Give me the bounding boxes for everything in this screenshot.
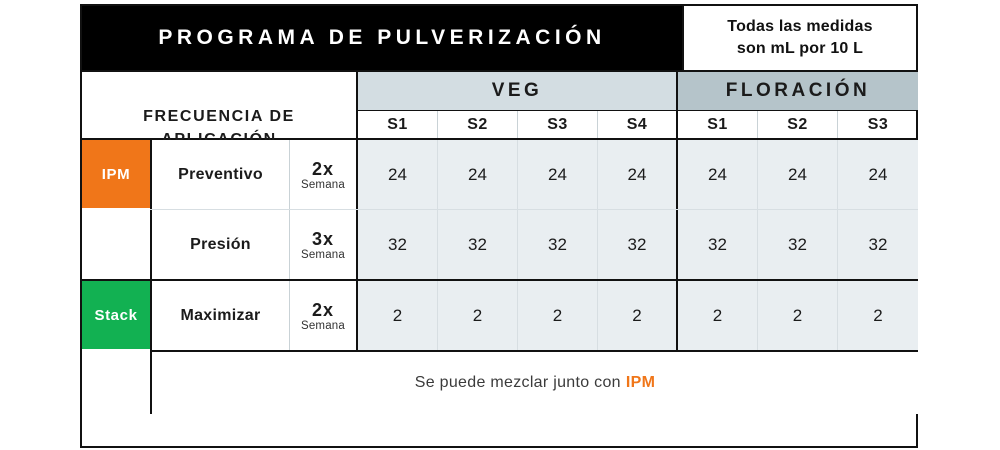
title-band	[82, 6, 916, 70]
group-header-row	[358, 72, 918, 110]
stage-header-veg-s2: S2	[438, 111, 518, 138]
row-frequency-count: 3x	[311, 228, 335, 249]
table-row	[150, 210, 918, 279]
table-row	[150, 140, 918, 209]
stage-header-veg-s4: S4	[598, 111, 678, 138]
footnote-text: Se puede mezclar junto con	[414, 374, 621, 391]
frequency-header-line1: FRECUENCIA DE	[143, 107, 295, 125]
footnote-row	[150, 352, 918, 414]
stage-header-flo-s3: S3	[867, 115, 889, 133]
row-frequency-period: Semana	[300, 319, 346, 332]
row-frequency-maximizar	[290, 281, 358, 350]
section-stack-rows	[150, 281, 918, 414]
stage-header-veg-s3: S3	[518, 111, 598, 138]
row-name-maximizar: Maximizar	[150, 281, 290, 350]
row-frequency-preventivo	[290, 140, 358, 209]
program-title: PROGRAMA DE PULVERIZACIÓN	[82, 6, 682, 70]
row-name-presion: Presión	[150, 210, 290, 279]
stage-header-flo-s1: S1	[678, 111, 758, 138]
section-tag-stack: Stack	[82, 281, 150, 349]
spray-program-table	[80, 4, 918, 448]
section-ipm-rows	[150, 140, 918, 279]
measurement-note-line1: Todas las medidas	[727, 18, 873, 36]
section-stack-tag-column	[82, 281, 150, 414]
table-row	[150, 281, 918, 350]
measurement-note	[682, 6, 916, 70]
cell-presion-flo-s3: 32	[838, 210, 918, 279]
cell-preventivo-flo-s2: 24	[758, 140, 838, 209]
cell-maximizar-flo-s3: 2	[838, 281, 918, 350]
cell-maximizar-veg-s4: 2	[598, 281, 678, 350]
cell-preventivo-veg-s2: 24	[438, 140, 518, 209]
cell-presion-flo-s2: 32	[758, 210, 838, 279]
cell-maximizar-flo-s1: 2	[678, 281, 758, 350]
footnote-highlight: IPM	[625, 374, 656, 391]
cell-maximizar-veg-s1: 2	[358, 281, 438, 350]
measurement-note-line2: son mL por 10 L	[736, 40, 864, 57]
row-frequency-presion	[290, 210, 358, 279]
table-body	[82, 138, 916, 414]
stage-header-stack	[358, 72, 918, 138]
row-frequency-count: 2x	[311, 299, 335, 320]
group-header-veg: VEG	[358, 72, 678, 110]
cell-presion-veg-s2: 32	[438, 210, 518, 279]
cell-presion-flo-s1: 32	[678, 210, 758, 279]
cell-maximizar-veg-s2: 2	[438, 281, 518, 350]
cell-preventivo-flo-s3: 24	[838, 140, 918, 209]
row-frequency-period: Semana	[300, 248, 346, 261]
stage-header-veg-s1: S1	[358, 111, 438, 138]
row-name-preventivo: Preventivo	[150, 140, 290, 209]
group-header-floracion: FLORACIÓN	[678, 72, 918, 110]
cell-preventivo-veg-s3: 24	[518, 140, 598, 209]
section-ipm	[82, 140, 916, 279]
cell-maximizar-flo-s2: 2	[758, 281, 838, 350]
row-frequency-count: 2x	[311, 158, 335, 179]
cell-preventivo-veg-s1: 24	[358, 140, 438, 209]
footnote-text-wrap	[150, 352, 918, 414]
cell-presion-veg-s3: 32	[518, 210, 598, 279]
cell-preventivo-flo-s1: 24	[678, 140, 758, 209]
row-frequency-period: Semana	[300, 178, 346, 191]
section-tag-ipm: IPM	[82, 140, 150, 208]
stage-header-row	[358, 110, 918, 138]
cell-preventivo-veg-s4: 24	[598, 140, 678, 209]
cell-presion-veg-s4: 32	[598, 210, 678, 279]
cell-presion-veg-s1: 32	[358, 210, 438, 279]
stage-header-flo-s2: S2	[758, 111, 838, 138]
section-stack	[82, 281, 916, 414]
section-ipm-tag-column	[82, 140, 150, 279]
column-header-area	[82, 70, 916, 138]
cell-maximizar-veg-s3: 2	[518, 281, 598, 350]
